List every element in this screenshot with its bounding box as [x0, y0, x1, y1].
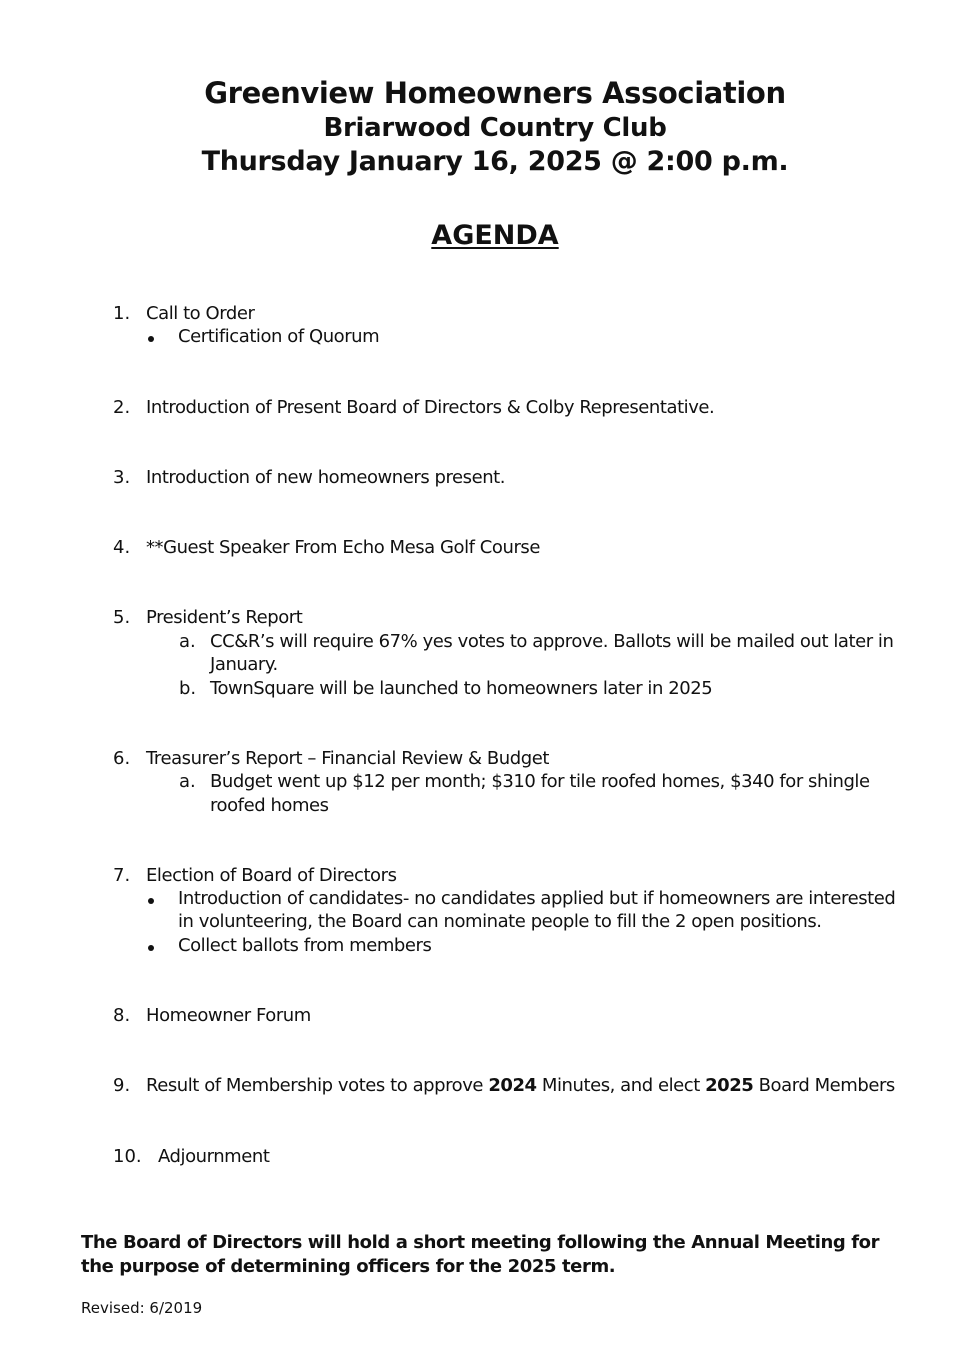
- sub-item-text: TownSquare will be launched to homeowners later in 2025: [210, 678, 713, 699]
- bullet-icon: [148, 898, 154, 904]
- item-text: Call to Order: [146, 303, 255, 324]
- sub-item-label: a.: [179, 631, 196, 652]
- item-text: Election of Board of Directors: [146, 865, 397, 886]
- year-2025: 2025: [705, 1075, 754, 1096]
- meeting-date: Thursday January 16, 2025 @ 2:00 p.m.: [201, 146, 789, 177]
- bullet-icon: [148, 336, 154, 342]
- item-text: Introduction of new homeowners present.: [146, 467, 506, 488]
- item-number: 4.: [113, 537, 131, 558]
- item-number: 2.: [113, 397, 131, 418]
- sub-item-label: a.: [179, 771, 196, 792]
- item-number: 10.: [113, 1146, 142, 1167]
- item-text: **Guest Speaker From Echo Mesa Golf Course: [146, 537, 540, 558]
- agenda-heading: AGENDA: [431, 220, 559, 251]
- bullet-text: Certification of Quorum: [178, 326, 380, 347]
- sub-item-text-continued: January.: [210, 654, 278, 675]
- item-text-part: Board Members: [753, 1075, 895, 1096]
- bullet-text: Introduction of candidates- no candidates applied but if homeowners are interested: [178, 888, 896, 909]
- item-text: Introduction of Present Board of Directors & Colby Representative.: [146, 397, 715, 418]
- item-text: [146, 1075, 895, 1097]
- sub-item-label: b.: [179, 678, 197, 699]
- sub-item-text-continued: roofed homes: [210, 795, 329, 816]
- sub-item-text: Budget went up $12 per month; $310 for tile roofed homes, $340 for shingle: [210, 771, 870, 792]
- item-number: 5.: [113, 607, 131, 628]
- item-number: 6.: [113, 748, 131, 769]
- item-number: 8.: [113, 1005, 131, 1026]
- organization-title: Greenview Homeowners Association: [204, 76, 786, 110]
- bullet-text-continued: in volunteering, the Board can nominate people to fill the 2 open positions.: [178, 911, 822, 932]
- item-text: President’s Report: [146, 607, 303, 628]
- bullet-icon: [148, 945, 154, 951]
- item-text: Homeowner Forum: [146, 1005, 311, 1026]
- bullet-text: Collect ballots from members: [178, 935, 432, 956]
- item-number: 9.: [113, 1075, 131, 1096]
- item-text-part: Minutes, and elect: [536, 1075, 706, 1096]
- item-text: Treasurer’s Report – Financial Review & Budget: [146, 748, 549, 769]
- revised-date: Revised: 6/2019: [81, 1299, 203, 1317]
- board-meeting-note: The Board of Directors will hold a short meeting following the Annual Meeting for the purpose of determining officers for the 2025 term.: [81, 1232, 880, 1277]
- sub-item-text: CC&R’s will require 67% yes votes to approve. Ballots will be mailed out later in: [210, 631, 894, 652]
- item-text: Adjournment: [158, 1146, 270, 1167]
- item-number: 7.: [113, 865, 131, 886]
- year-2024: 2024: [488, 1075, 537, 1096]
- item-number: 1.: [113, 303, 131, 324]
- item-text-part: Result of Membership votes to approve: [146, 1075, 489, 1096]
- item-number: 3.: [113, 467, 131, 488]
- venue-title: Briarwood Country Club: [323, 113, 667, 143]
